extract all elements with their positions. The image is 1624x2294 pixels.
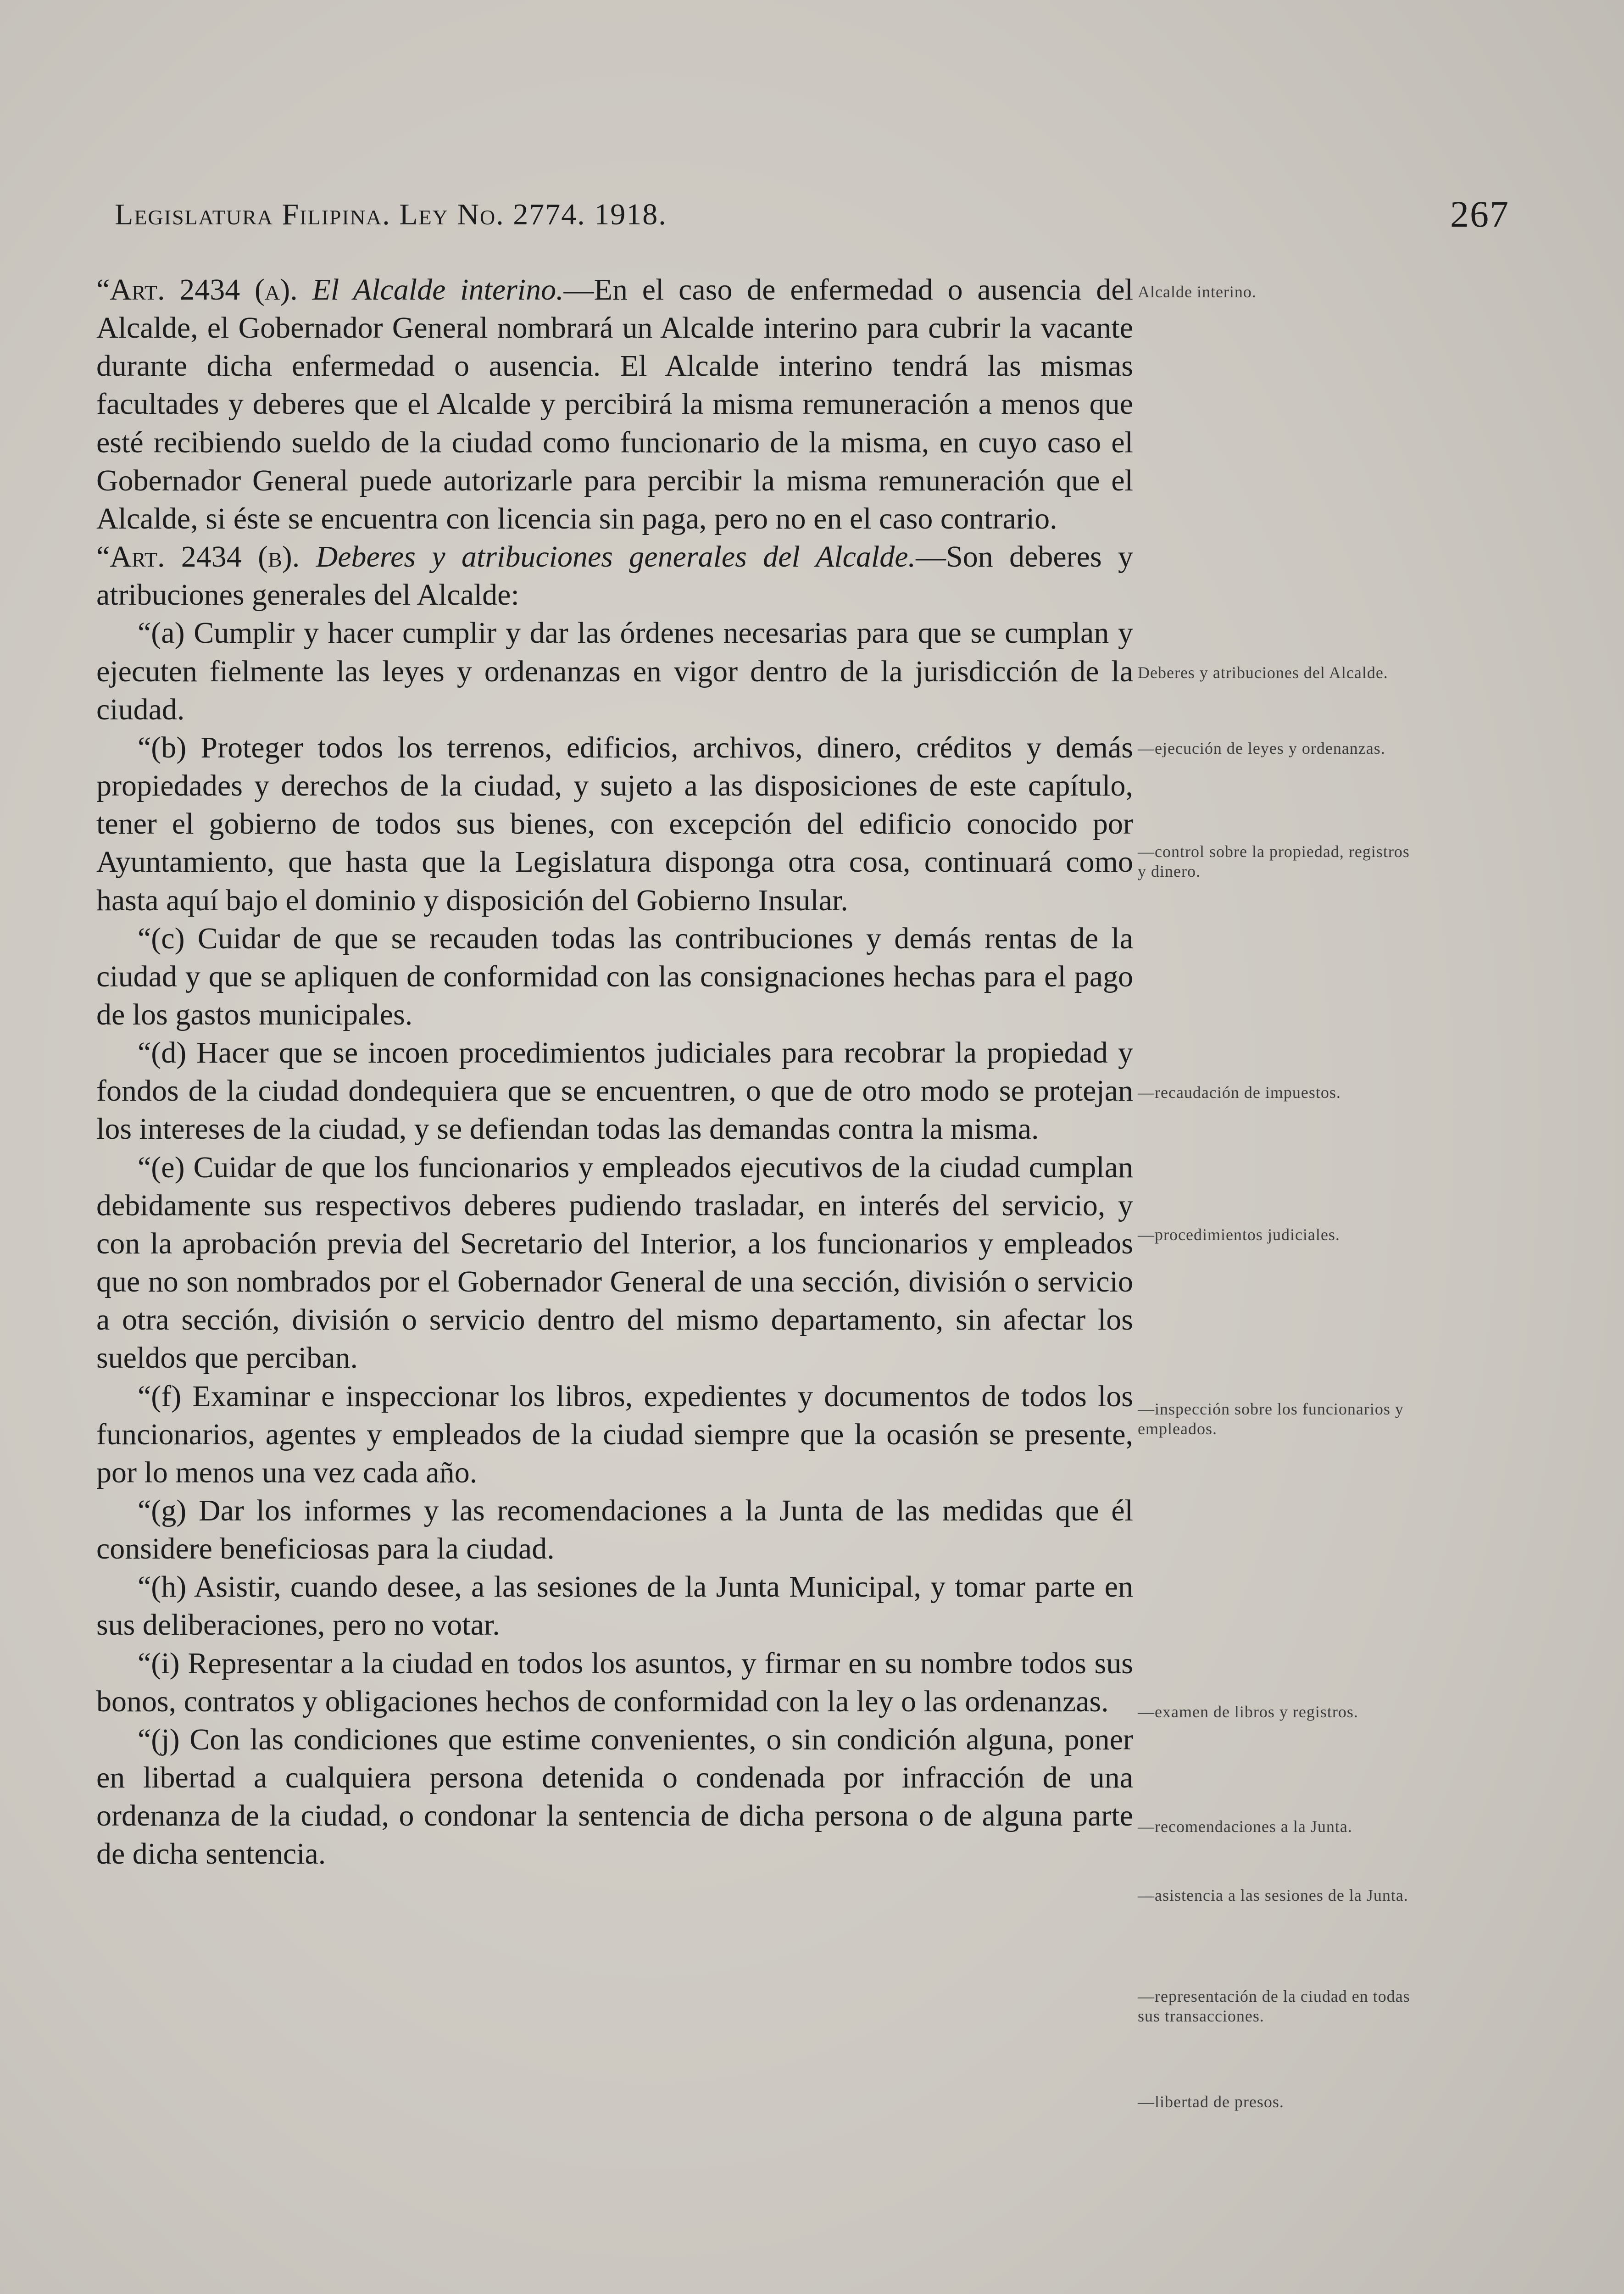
margin-note-inspeccion: —inspección sobre los funcionarios y empleados.	[1138, 1400, 1404, 1438]
margin-note-deberes: Deberes y atribuciones del Alcalde.	[1138, 663, 1388, 682]
clause-i: “(i) Representar a la ciudad en todos los asuntos, y firmar en su nombre todos sus bonos, contratos y obligaciones hechos de conformidad con la ley o las ordenanzas.	[96, 1646, 1133, 1718]
clause-b: “(b) Proteger todos los terrenos, edificios, archivos, dinero, créditos y demás propiedades y derechos de la ciudad, y sujeto a las disposiciones de este capítulo, tener el gobierno de todos sus bienes, con excepción del edificio conocido por Ayuntamiento, que hasta que la Legislatura disponga otra cosa, continuará como hasta aquí bajo el dominio y disposición del Gobierno Insular.	[96, 730, 1133, 917]
margin-note-recaudacion: —recaudación de impuestos.	[1138, 1083, 1341, 1102]
margin-note-alcalde-interino: Alcalde interino.	[1138, 283, 1257, 301]
margin-note-control: —control sobre la propiedad, registros y dinero.	[1138, 842, 1410, 881]
margin-note-procedimientos: —procedimientos judiciales.	[1138, 1225, 1340, 1244]
clause-h: “(h) Asistir, cuando desee, a las sesiones de la Junta Municipal, y tomar parte en sus deliberaciones, pero no votar.	[96, 1570, 1133, 1642]
page-number: 267	[1450, 193, 1509, 235]
margin-note-asistencia: —asistencia a las sesiones de la Junta.	[1138, 1886, 1408, 1904]
running-head: Legislatura Filipina. Ley No. 2774. 1918.	[115, 198, 667, 231]
clause-d: “(d) Hacer que se incoen procedimientos judiciales para recobrar la propiedad y fondos de la ciudad dondequiera que se encuentren, o que de otro modo se protejan los intereses de la ciudad, y se defiendan todas las demandas contra la misma.	[96, 1036, 1133, 1146]
article-title: Deberes y atribuciones generales del Alcalde.	[316, 540, 916, 574]
margin-note-recomendaciones: —recomendaciones a la Junta.	[1138, 1817, 1352, 1836]
clause-g: “(g) Dar los informes y las recomendaciones a la Junta de las medidas que él considere beneficiosas para la ciudad.	[96, 1494, 1133, 1566]
page-header	[115, 188, 1509, 243]
clause-j: “(j) Con las condiciones que estime convenientes, o sin condición alguna, poner en libertad a cualquiera persona detenida o condenada por infracción de una ordenanza de la ciudad, o condonar la sentencia de dicha persona o de alguna parte de dicha sentencia.	[96, 1722, 1133, 1871]
margin-note-ejecucion: —ejecución de leyes y ordenanzas.	[1138, 739, 1385, 757]
article-title: El Alcalde interino.	[312, 273, 564, 306]
body-text	[96, 271, 1133, 1873]
clause-e: “(e) Cuidar de que los funcionarios y empleados ejecutivos de la ciudad cumplan debidamente sus respectivos deberes pudiendo trasladar, en interés del servicio, y con la aprobación previa del Secretario del Interior, a los funcionarios y empleados que no son nombrados por el Gobernador General de una sección, división o servicio a otra sección, división o servicio dentro del mismo departamento, sin afectar los sueldos que perciban.	[96, 1150, 1133, 1375]
article-2434b	[96, 538, 1133, 614]
clause-a: “(a) Cumplir y hacer cumplir y dar las órdenes necesarias para que se cumplan y ejecuten fielmente las leyes y ordenanzas en vigor dentro de la jurisdicción de la ciudad.	[96, 616, 1133, 726]
margin-note-examen: —examen de libros y registros.	[1138, 1703, 1358, 1721]
article-text: —En el caso de enfermedad o ausencia del Alcalde, el Gobernador General nombrará un Alcalde interino para cubrir la vacante durante dicha enfermedad o ausencia. El Alcalde interino tendrá las mismas facultades y deberes que el Alcalde y percibirá la misma remuneración a menos que esté recibiendo sueldo de la ciudad como funcionario de la misma, en cuyo caso el Gobernador General puede autorizarle para percibir la misma remuneración que el Alcalde, si éste se encuentra con licencia sin paga, pero no en el caso contrario.	[96, 273, 1134, 535]
article-text: —Son deberes y atribuciones generales del Alcalde:	[96, 540, 1133, 612]
clause-f: “(f) Examinar e inspeccionar los libros, expedientes y documentos de todos los funcionarios, agentes y empleados de la ciudad siempre que la ocasión se presente, por lo menos una vez cada año.	[96, 1379, 1133, 1489]
article-heading: “Art. 2434 (b).	[96, 540, 316, 574]
margin-note-representacion: —representación de la ciudad en todas sus transacciones.	[1138, 1987, 1410, 2026]
article-heading: “Art. 2434 (a).	[96, 273, 312, 306]
clause-c: “(c) Cuidar de que se recauden todas las contribuciones y demás rentas de la ciudad y que se apliquen de conformidad con las consignaciones hechas para el pago de los gastos municipales.	[96, 921, 1133, 1031]
margin-note-libertad: —libertad de presos.	[1138, 2093, 1284, 2111]
article-2434a	[96, 271, 1133, 538]
